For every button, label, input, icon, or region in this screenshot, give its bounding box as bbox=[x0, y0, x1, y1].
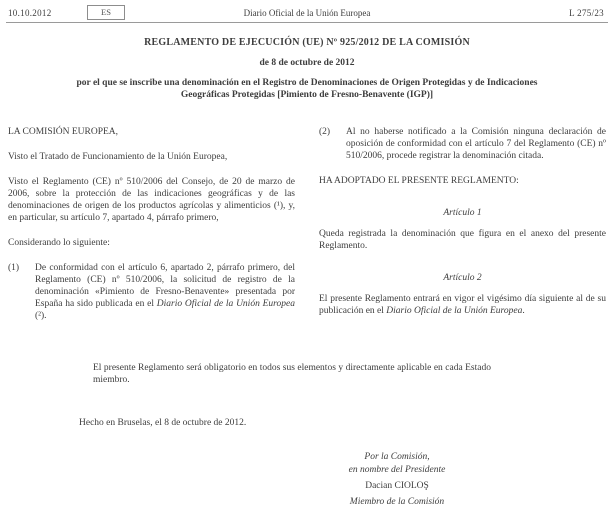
recital-1-text-part2: (²). bbox=[35, 311, 47, 321]
recital-1 bbox=[8, 262, 295, 322]
recital-2 bbox=[319, 126, 606, 162]
page-header bbox=[8, 5, 606, 21]
journal-name-italic: Diario Oficial de la Unión Europea bbox=[156, 299, 295, 309]
signatory-role: Miembro de la Comisión bbox=[349, 496, 445, 507]
enacting-formula: HA ADOPTADO EL PRESENTE REGLAMENTO: bbox=[319, 176, 519, 186]
right-column bbox=[319, 126, 606, 335]
language-code-box: ES bbox=[87, 5, 125, 20]
recital-2-number: (2) bbox=[319, 127, 331, 137]
article-2-title: Artículo 2 bbox=[443, 273, 482, 283]
journal-title: Diario Oficial de la Unión Europea bbox=[243, 8, 371, 18]
header-divider bbox=[6, 22, 608, 23]
signatory-name: Dacian CIOLOŞ bbox=[365, 481, 429, 491]
binding-clause: El presente Reglamento será obligatorio en todos sus elementos y directamente aplicable en cada Estado miembro. bbox=[93, 363, 491, 385]
citation-regulation: Visto el Reglamento (CE) nº 510/2006 del Consejo, de 20 de marzo de 2006, sobre la protección de las indicaciones geográficas y de las denominaciones de origen de los productos agrícolas y alimenticios (¹), y, en particular, su artículo 7, apartado 4, párrafo primero, bbox=[8, 177, 295, 223]
body-columns bbox=[8, 126, 606, 335]
header-date: 10.10.2012 bbox=[8, 8, 52, 18]
left-column bbox=[8, 126, 295, 335]
signature-on-behalf-2: en nombre del Presidente bbox=[348, 464, 446, 475]
article-1-title: Artículo 1 bbox=[443, 208, 482, 218]
article-2-text-part2: . bbox=[522, 306, 525, 316]
place-and-date: Hecho en Bruselas, el 8 de octubre de 2012. bbox=[79, 418, 247, 428]
page-number: L 275/23 bbox=[569, 8, 604, 18]
citation-treaty: Visto el Tratado de Funcionamiento de la Unión Europea, bbox=[8, 152, 228, 162]
recital-2-text: Al no haberse notificado a la Comisión ninguna declaración de oposición de conformidad con el artículo 7 del Reglamento (CE) nº 510/2006, procede registrar la denominación citada. bbox=[346, 127, 606, 161]
article-2-text bbox=[319, 293, 606, 317]
regulation-title: REGLAMENTO DE EJECUCIÓN (UE) Nº 925/2012 DE LA COMISIÓN bbox=[144, 37, 470, 48]
recital-1-number: (1) bbox=[8, 263, 20, 273]
recitals-intro: Considerando lo siguiente: bbox=[8, 238, 110, 248]
commission-intro: LA COMISIÓN EUROPEA, bbox=[8, 127, 119, 137]
article-1-text: Queda registrada la denominación que figura en el anexo del presente Reglamento. bbox=[319, 229, 606, 251]
regulation-subject: por el que se inscribe una denominación en el Registro de Denominaciones de Origen Protegidas y de Indicaciones Geográficas Protegidas [Pimiento de Fresno-Benavente (IGP)] bbox=[76, 78, 538, 100]
signature-block bbox=[297, 451, 497, 508]
journal-name-italic-2: Diario Oficial de la Unión Europea bbox=[386, 306, 523, 316]
recital-1-text-part1: De conformidad con el artículo 6, apartado 2, párrafo primero, del Reglamento (CE) nº 510/2006, la solicitud de registro de la denominación «Pimiento de Fresno-Benavente» presentada por España ha sido publicada en el bbox=[35, 263, 295, 309]
article-2-text-part1: El presente Reglamento entrará en vigor el vigésimo día siguiente al de su publicación en el bbox=[319, 294, 606, 316]
signature-on-behalf-1: Por la Comisión, bbox=[364, 452, 430, 462]
regulation-title-block bbox=[40, 37, 574, 101]
regulation-date: de 8 de octubre de 2012 bbox=[259, 58, 355, 68]
recital-1-text bbox=[35, 262, 295, 322]
